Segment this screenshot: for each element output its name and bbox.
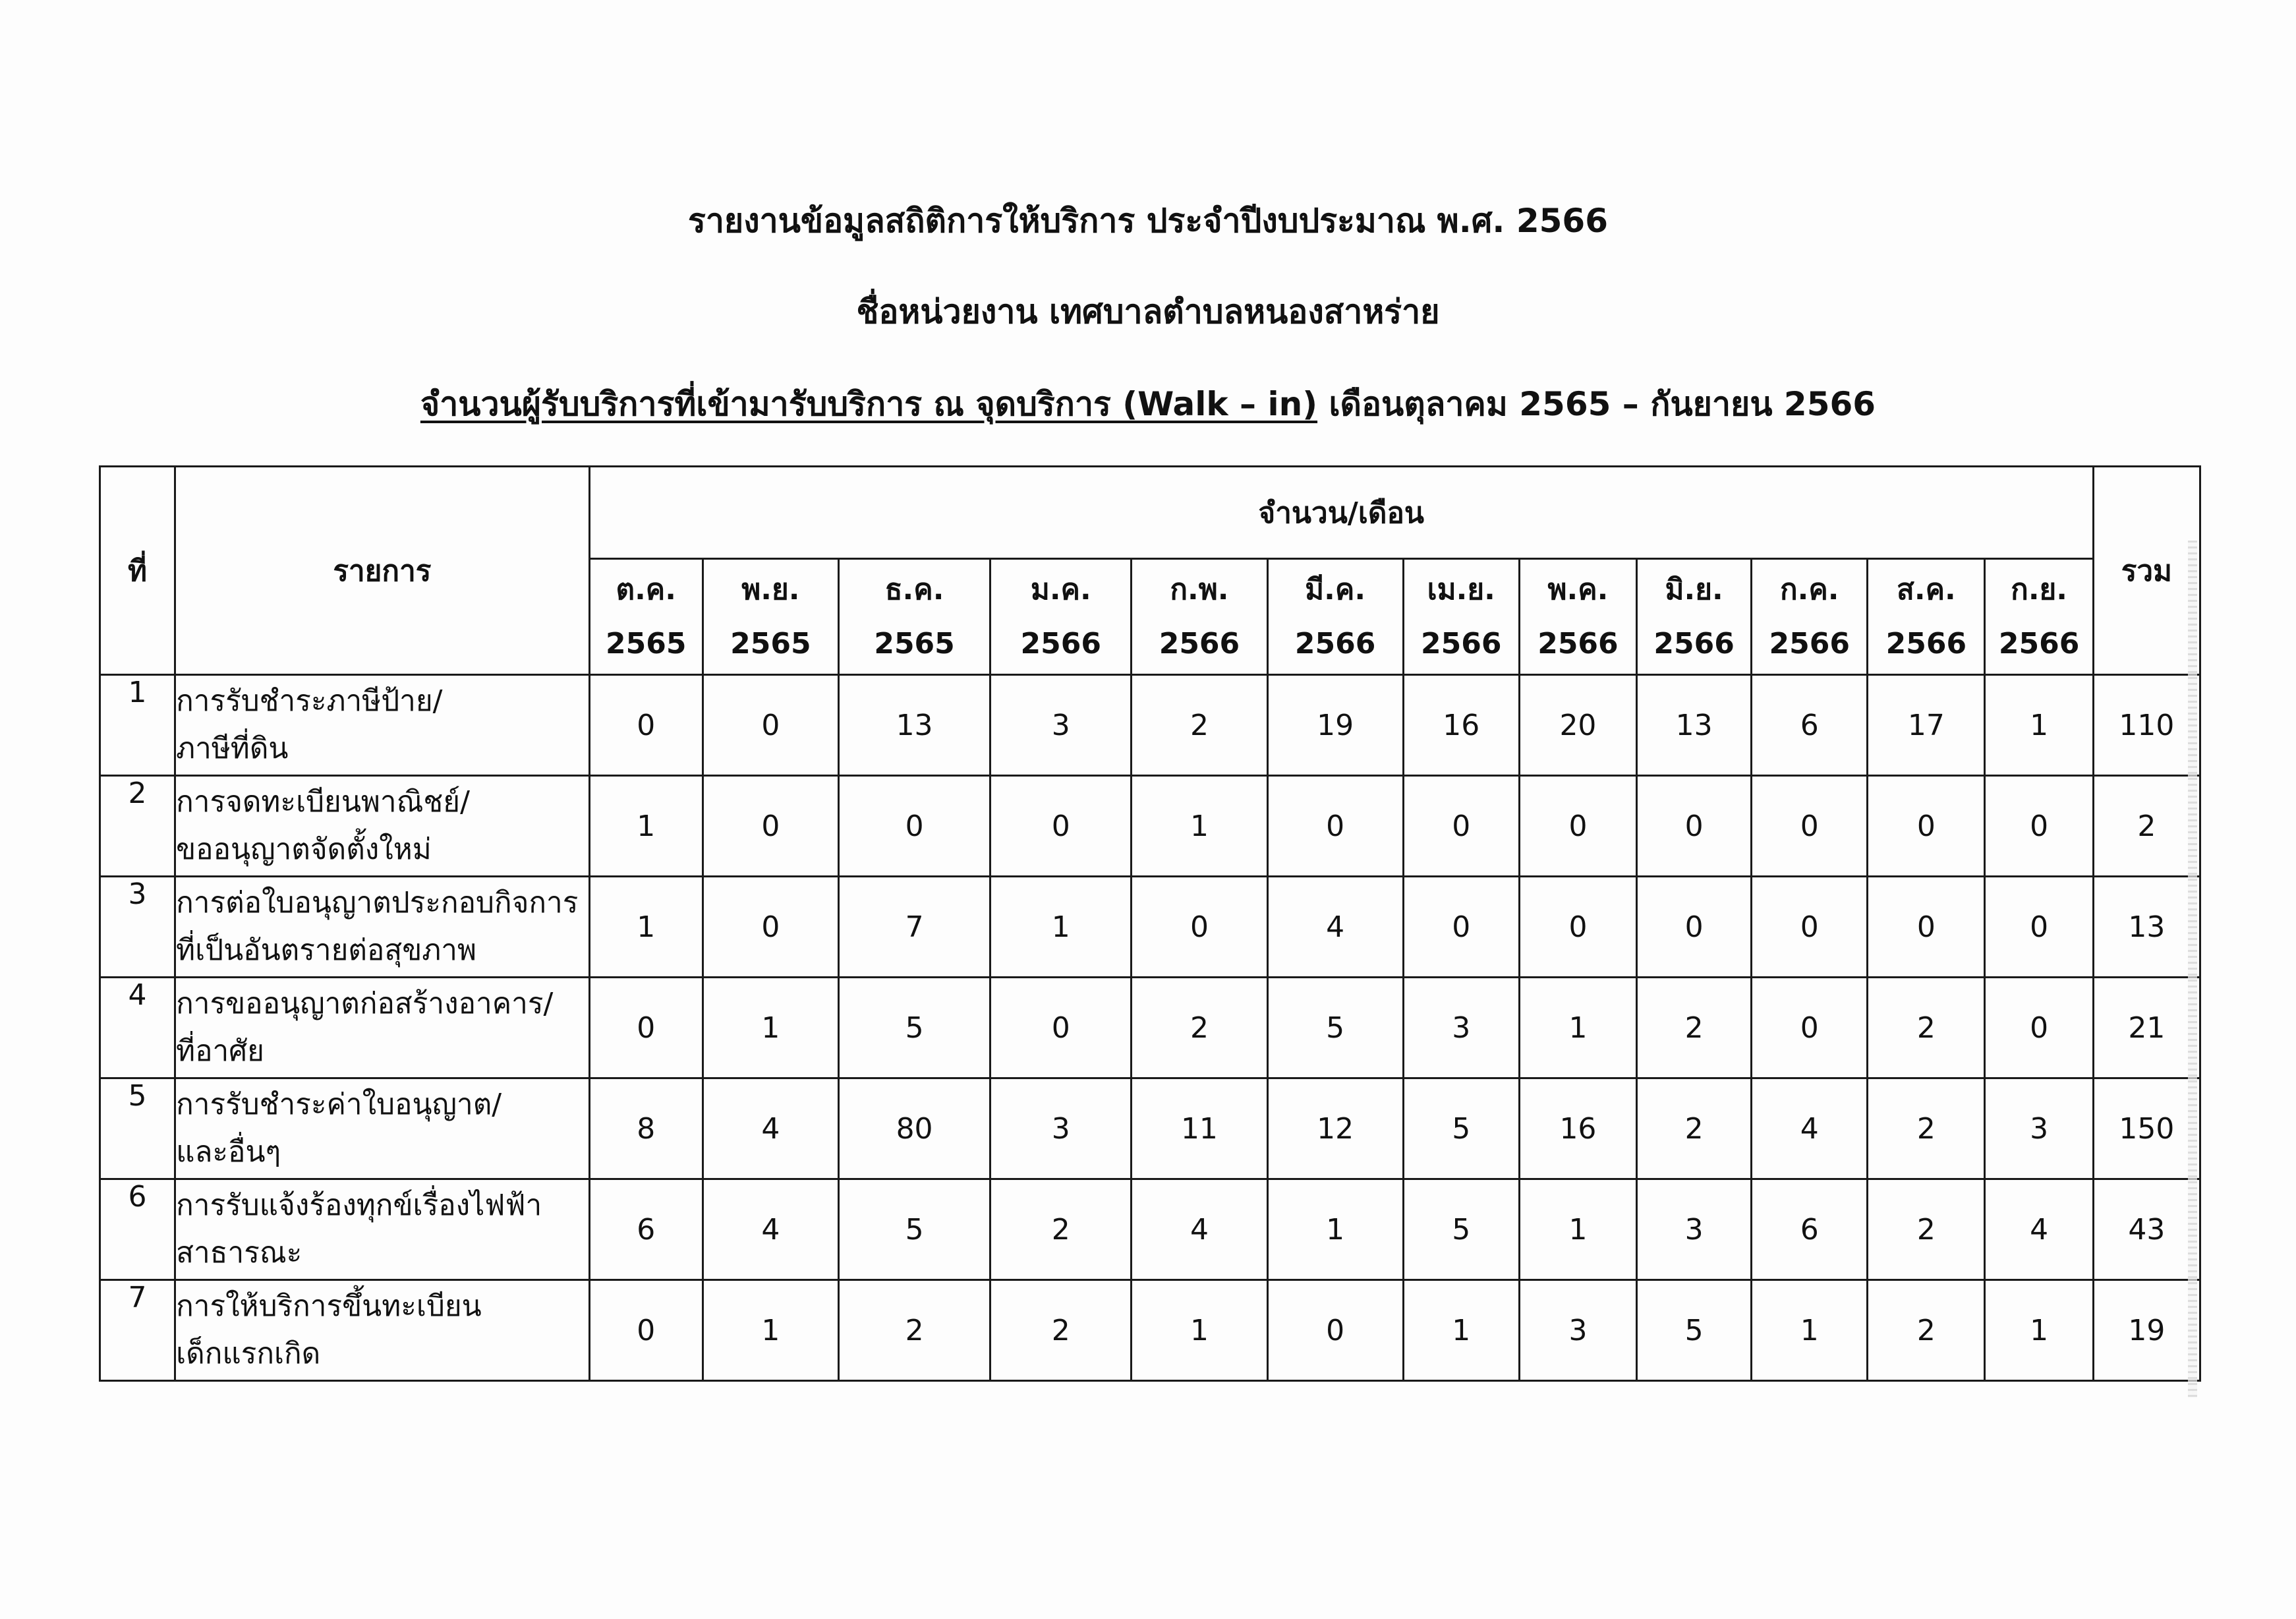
subtitle-underlined: จำนวนผู้รับบริการที่เข้ามารับบริการ ณ จุดบริการ (Walk – in) (420, 385, 1318, 423)
month-value-cell: 4 (1267, 877, 1403, 978)
month-value-cell: 2 (990, 1179, 1132, 1280)
month-value-cell: 2 (1868, 978, 1985, 1078)
item-line-2: ที่เป็นอันตรายต่อสุขภาพ (176, 933, 476, 967)
month-value-cell: 0 (1637, 877, 1752, 978)
month-value-cell: 5 (1403, 1078, 1519, 1179)
month-value-cell: 2 (1637, 978, 1752, 1078)
month-value-cell: 5 (838, 1179, 990, 1280)
header-month (838, 559, 990, 675)
month-value-cell: 0 (1403, 776, 1519, 877)
month-name: ก.พ. (1170, 572, 1229, 606)
header-no: ที่ (100, 467, 175, 675)
month-value-cell: 0 (1637, 776, 1752, 877)
month-year: 2566 (1885, 626, 1967, 661)
header-item: รายการ (175, 467, 590, 675)
month-value-cell: 6 (1752, 675, 1868, 776)
month-name: ส.ค. (1897, 572, 1956, 606)
month-value-cell: 3 (990, 675, 1132, 776)
item-line-1: การให้บริการขึ้นทะเบียน (176, 1289, 482, 1323)
row-number: 1 (100, 675, 175, 776)
month-value-cell: 12 (1267, 1078, 1403, 1179)
item-line-2: ที่อาศัย (176, 1034, 264, 1068)
month-value-cell: 20 (1519, 675, 1636, 776)
month-value-cell: 2 (1868, 1179, 1985, 1280)
month-name: มิ.ย. (1665, 572, 1723, 606)
month-value-cell: 7 (838, 877, 990, 978)
item-line-2: เด็กแรกเกิด (176, 1337, 321, 1370)
month-value-cell: 4 (1985, 1179, 2093, 1280)
month-value-cell: 1 (1985, 675, 2093, 776)
month-value-cell: 1 (589, 877, 703, 978)
month-value-cell: 1 (1132, 1280, 1267, 1381)
header-month (1985, 559, 2093, 675)
month-value-cell: 0 (589, 978, 703, 1078)
month-value-cell: 2 (1868, 1280, 1985, 1381)
table-row (100, 675, 2200, 776)
header-total: รวม (2093, 467, 2200, 675)
month-value-cell: 0 (990, 978, 1132, 1078)
month-name: พ.ค. (1547, 572, 1609, 606)
month-year: 2566 (1998, 626, 2080, 661)
month-name: ม.ค. (1030, 572, 1091, 606)
service-statistics-table (99, 465, 2201, 1382)
row-total: 2 (2093, 776, 2200, 877)
month-value-cell: 3 (1985, 1078, 2093, 1179)
subtitle-period: เดือนตุลาคม 2565 – กันยายน 2566 (1317, 385, 1876, 423)
report-subtitle (0, 381, 2296, 427)
header-month (703, 559, 838, 675)
header-month (1132, 559, 1267, 675)
month-value-cell: 0 (703, 877, 838, 978)
row-total: 21 (2093, 978, 2200, 1078)
month-value-cell: 1 (1403, 1280, 1519, 1381)
month-value-cell: 2 (1132, 675, 1267, 776)
month-value-cell: 11 (1132, 1078, 1267, 1179)
month-name: ก.ย. (2011, 572, 2068, 606)
month-value-cell: 0 (1519, 776, 1636, 877)
month-value-cell: 0 (589, 675, 703, 776)
header-month (1403, 559, 1519, 675)
month-year: 2565 (730, 626, 811, 661)
month-value-cell: 17 (1868, 675, 1985, 776)
month-value-cell: 0 (1519, 877, 1636, 978)
month-value-cell: 1 (703, 978, 838, 1078)
month-value-cell: 1 (1519, 978, 1636, 1078)
month-value-cell: 13 (1637, 675, 1752, 776)
month-value-cell: 5 (1267, 978, 1403, 1078)
month-value-cell: 5 (1403, 1179, 1519, 1280)
month-value-cell: 19 (1267, 675, 1403, 776)
month-year: 2566 (1653, 626, 1735, 661)
document-title: รายงานข้อมูลสถิติการให้บริการ ประจำปีงบประมาณ พ.ศ. 2566 (688, 202, 1608, 240)
month-year: 2566 (1537, 626, 1619, 661)
header-per-month: จำนวน/เดือน (589, 467, 2093, 559)
table-row (100, 1179, 2200, 1280)
month-name: มี.ค. (1305, 572, 1366, 606)
row-item (175, 1179, 590, 1280)
scan-artifact-edge (2188, 541, 2197, 1398)
table-row (100, 978, 2200, 1078)
row-number: 6 (100, 1179, 175, 1280)
month-value-cell: 0 (838, 776, 990, 877)
month-value-cell: 16 (1519, 1078, 1636, 1179)
month-value-cell: 1 (703, 1280, 838, 1381)
row-number: 7 (100, 1280, 175, 1381)
row-total: 150 (2093, 1078, 2200, 1179)
month-value-cell: 13 (838, 675, 990, 776)
month-year: 2566 (1769, 626, 1850, 661)
month-name: ธ.ค. (884, 572, 944, 606)
month-name: พ.ย. (741, 572, 800, 606)
item-line-1: การรับแจ้งร้องทุกข์เรื่องไฟฟ้า (176, 1189, 542, 1222)
month-value-cell: 80 (838, 1078, 990, 1179)
month-value-cell: 2 (838, 1280, 990, 1381)
row-total: 43 (2093, 1179, 2200, 1280)
month-value-cell: 0 (990, 776, 1132, 877)
row-total: 110 (2093, 675, 2200, 776)
month-name: ต.ค. (616, 572, 676, 606)
month-value-cell: 5 (1637, 1280, 1752, 1381)
month-value-cell: 0 (1752, 776, 1868, 877)
row-item (175, 1280, 590, 1381)
month-value-cell: 0 (1985, 776, 2093, 877)
item-line-1: การต่อใบอนุญาตประกอบกิจการ (176, 886, 579, 920)
table-row (100, 776, 2200, 877)
header-row-top (100, 467, 2200, 559)
item-line-2: ขออนุญาตจัดตั้งใหม่ (176, 833, 432, 866)
month-value-cell: 1 (1132, 776, 1267, 877)
header-month (589, 559, 703, 675)
month-value-cell: 0 (1752, 978, 1868, 1078)
month-year: 2566 (1294, 626, 1376, 661)
header-month (990, 559, 1132, 675)
month-value-cell: 1 (990, 877, 1132, 978)
header-month (1267, 559, 1403, 675)
table-body (100, 675, 2200, 1381)
month-value-cell: 0 (1267, 1280, 1403, 1381)
row-item (175, 978, 590, 1078)
month-value-cell: 4 (703, 1078, 838, 1179)
month-name: เม.ย. (1427, 572, 1495, 606)
month-value-cell: 6 (1752, 1179, 1868, 1280)
month-name: ก.ค. (1779, 572, 1839, 606)
agency-name: ชื่อหน่วยงาน เทศบาลตำบลหนองสาหร่าย (856, 293, 1440, 331)
month-year: 2566 (1159, 626, 1240, 661)
month-value-cell: 8 (589, 1078, 703, 1179)
month-value-cell: 1 (1519, 1179, 1636, 1280)
month-value-cell: 6 (589, 1179, 703, 1280)
month-value-cell: 0 (1985, 877, 2093, 978)
month-value-cell: 3 (990, 1078, 1132, 1179)
table-row (100, 877, 2200, 978)
month-value-cell: 0 (1868, 776, 1985, 877)
header-month (1637, 559, 1752, 675)
month-value-cell: 2 (990, 1280, 1132, 1381)
month-value-cell: 16 (1403, 675, 1519, 776)
month-value-cell: 4 (1752, 1078, 1868, 1179)
month-value-cell: 1 (1985, 1280, 2093, 1381)
item-line-1: การจดทะเบียนพาณิชย์/ (176, 785, 470, 819)
row-item (175, 675, 590, 776)
row-number: 4 (100, 978, 175, 1078)
row-number: 2 (100, 776, 175, 877)
month-value-cell: 3 (1637, 1179, 1752, 1280)
month-value-cell: 1 (1267, 1179, 1403, 1280)
month-value-cell: 0 (1132, 877, 1267, 978)
row-total: 19 (2093, 1280, 2200, 1381)
month-value-cell: 4 (1132, 1179, 1267, 1280)
row-number: 5 (100, 1078, 175, 1179)
header-month (1752, 559, 1868, 675)
month-value-cell: 2 (1868, 1078, 1985, 1179)
month-value-cell: 2 (1132, 978, 1267, 1078)
month-value-cell: 0 (1868, 877, 1985, 978)
month-value-cell: 3 (1403, 978, 1519, 1078)
row-item (175, 1078, 590, 1179)
month-year: 2565 (605, 626, 687, 661)
month-value-cell: 0 (1752, 877, 1868, 978)
table-row (100, 1078, 2200, 1179)
item-line-2: และอื่นๆ (176, 1135, 281, 1169)
header-month (1519, 559, 1636, 675)
month-year: 2566 (1020, 626, 1101, 661)
month-value-cell: 4 (703, 1179, 838, 1280)
month-value-cell: 5 (838, 978, 990, 1078)
row-item (175, 776, 590, 877)
month-value-cell: 1 (589, 776, 703, 877)
item-line-1: การรับชำระค่าใบอนุญาต/ (176, 1088, 502, 1121)
table-row (100, 1280, 2200, 1381)
month-year: 2566 (1421, 626, 1502, 661)
item-line-1: การรับชำระภาษีป้าย/ (176, 684, 443, 718)
row-number: 3 (100, 877, 175, 978)
header-month (1868, 559, 1985, 675)
month-value-cell: 3 (1519, 1280, 1636, 1381)
month-value-cell: 2 (1637, 1078, 1752, 1179)
month-value-cell: 0 (1267, 776, 1403, 877)
month-value-cell: 0 (1403, 877, 1519, 978)
month-value-cell: 0 (589, 1280, 703, 1381)
month-year: 2565 (874, 626, 955, 661)
month-value-cell: 1 (1752, 1280, 1868, 1381)
item-line-2: สาธารณะ (176, 1236, 302, 1270)
month-value-cell: 0 (1985, 978, 2093, 1078)
month-value-cell: 0 (703, 675, 838, 776)
item-line-1: การขออนุญาตก่อสร้างอาคาร/ (176, 987, 554, 1020)
month-value-cell: 0 (703, 776, 838, 877)
row-total: 13 (2093, 877, 2200, 978)
row-item (175, 877, 590, 978)
item-line-2: ภาษีที่ดิน (176, 732, 289, 765)
